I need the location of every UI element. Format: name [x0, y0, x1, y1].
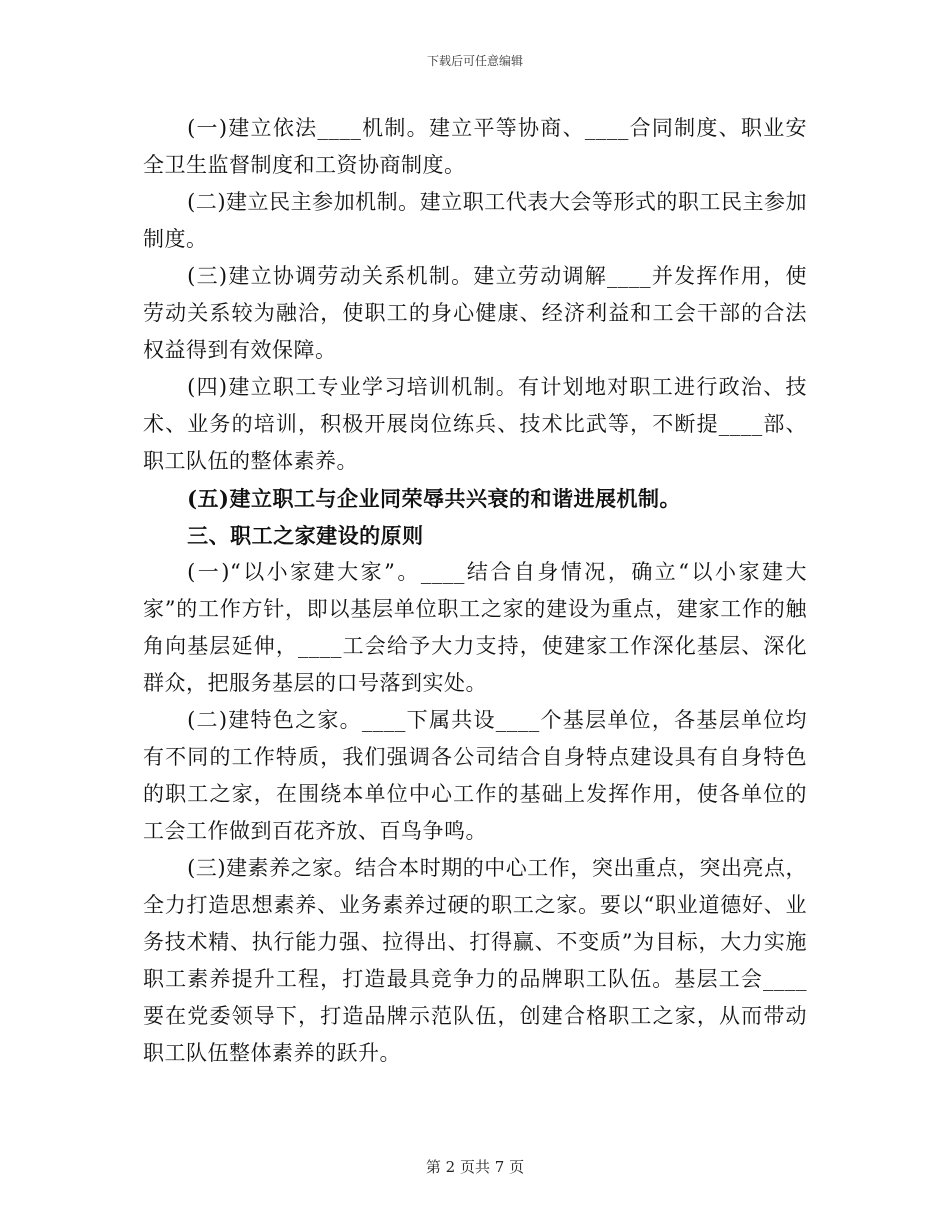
page-footer: 第 2 页共 7 页 — [425, 1158, 525, 1176]
paragraph-9: (三)建素养之家。结合本时期的中心工作，突出重点，突出亮点，全力打造思想素养、业务素养过硬的职工之家。要以“职业道德好、业务技术精、执行能力强、拉得出、打得赢、不变质”为目标，大力实施职工素养提升工程，打造最具竞争力的品牌职工队伍。基层工会____要在党委领导下，打造品牌示范队伍，创建合格职工之家，从而带动职工队伍整体素养的跃升。 — [143, 856, 807, 1065]
paragraph-1: (一)建立依法____机制。建立平等协商、____合同制度、职业安全卫生监督制度和工资协商制度。 — [143, 116, 807, 177]
document-body — [143, 110, 807, 1072]
paragraph-7: (一)“以小家建大家”。____结合自身情况，确立“以小家建大家”的工作方针，即以基层单位职工之家的建设为重点，建家工作的触角向基层延伸，____工会给予大力支持，使建家工作深化基层、深化群众，把服务基层的口号落到实处。 — [143, 560, 807, 695]
paragraph-4: (四)建立职工专业学习培训机制。有计划地对职工进行政治、技术、业务的培训，积极开展岗位练兵、技术比武等，不断提____部、职工队伍的整体素养。 — [143, 375, 807, 473]
page-header: 下载后可任意编辑 — [426, 54, 523, 68]
paragraph-2: (二)建立民主参加机制。建立职工代表大会等形式的职工民主参加制度。 — [143, 190, 807, 251]
paragraph-3: (三)建立协调劳动关系机制。建立劳动调解____并发挥作用，使劳动关系较为融洽，使职工的身心健康、经济利益和工会干部的合法权益得到有效保障。 — [143, 264, 807, 362]
paragraph-5-bold: (五)建立职工与企业同荣辱共兴衰的和谐进展机制。 — [187, 486, 681, 511]
paragraph-8: (二)建特色之家。____下属共设____个基层单位，各基层单位均有不同的工作特质，我们强调各公司结合自身特点建设具有自身特色的职工之家，在围绕本单位中心工作的基础上发挥作用，使各单位的工会工作做到百花齐放、百鸟争鸣。 — [143, 708, 807, 843]
section-heading: 三、职工之家建设的原则 — [187, 523, 424, 548]
